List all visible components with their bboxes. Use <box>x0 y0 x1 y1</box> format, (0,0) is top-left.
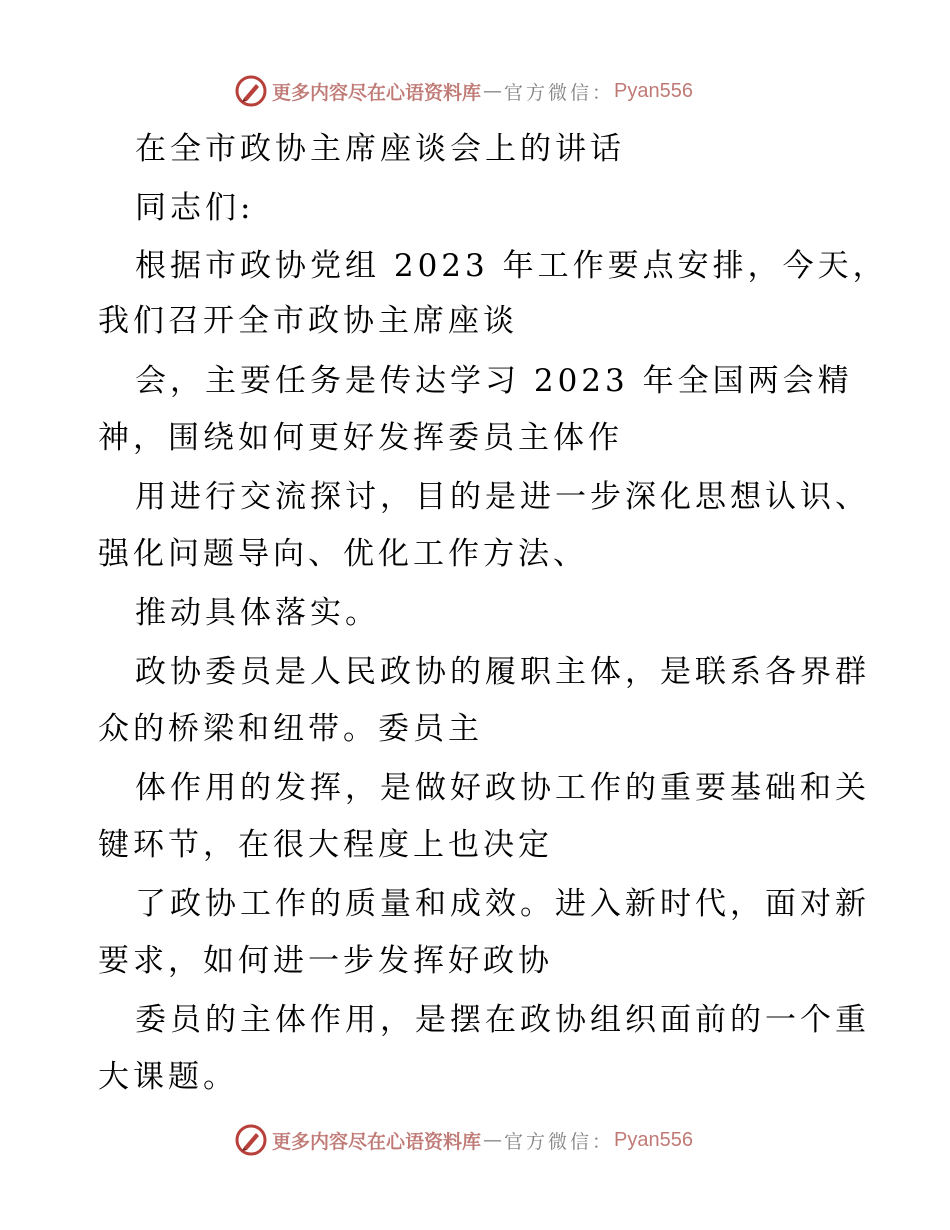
header-watermark <box>234 74 693 108</box>
paragraph-line: 我们召开全市政协主席座谈 <box>98 303 518 339</box>
paragraph-line: 用进行交流探讨，目的是进一步深化思想认识、 <box>135 479 870 515</box>
paragraph-line: 推动具体落实。 <box>135 595 380 631</box>
paragraph-line: 会，主要任务是传达学习 2023 年全国两会精 <box>135 363 853 399</box>
paragraph-line: 了政协工作的质量和成效。进入新时代，面对新 <box>135 886 870 922</box>
paragraph-line: 政协委员是人民政协的履职主体，是联系各界群 <box>135 654 870 690</box>
paragraph-line: 根据市政协党组 2023 年工作要点安排，今天， <box>135 248 888 284</box>
watermark-label: 官方微信： <box>504 1130 615 1153</box>
watermark-text: 更多内容尽在心语资料库 <box>272 1130 482 1153</box>
watermark-text: 更多内容尽在心语资料库 <box>272 81 482 104</box>
paragraph-line: 委员的主体作用，是摆在政协组织面前的一个重 <box>135 1002 870 1038</box>
paragraph-line: 强化问题导向、优化工作方法、 <box>98 536 588 572</box>
watermark-account: Pyan556 <box>614 1128 693 1151</box>
watermark-separator: — <box>483 80 503 102</box>
watermark-separator: — <box>483 1129 503 1151</box>
salutation: 同志们: <box>135 190 255 226</box>
pen-logo-icon <box>234 74 268 108</box>
paragraph-line: 要求，如何进一步发挥好政协 <box>98 943 553 979</box>
watermark-account: Pyan556 <box>614 79 693 102</box>
paragraph-line: 众的桥梁和纽带。委员主 <box>98 711 483 747</box>
paragraph-line: 神，围绕如何更好发挥委员主体作 <box>98 420 623 456</box>
paragraph-line: 体作用的发挥，是做好政协工作的重要基础和关 <box>135 770 870 806</box>
paragraph-line: 大课题。 <box>98 1059 238 1095</box>
watermark-label: 官方微信： <box>504 81 615 104</box>
paragraph-line: 键环节，在很大程度上也决定 <box>98 827 553 863</box>
document-title: 在全市政协主席座谈会上的讲话 <box>135 131 625 167</box>
footer-watermark <box>234 1123 693 1157</box>
pen-logo-icon <box>234 1123 268 1157</box>
